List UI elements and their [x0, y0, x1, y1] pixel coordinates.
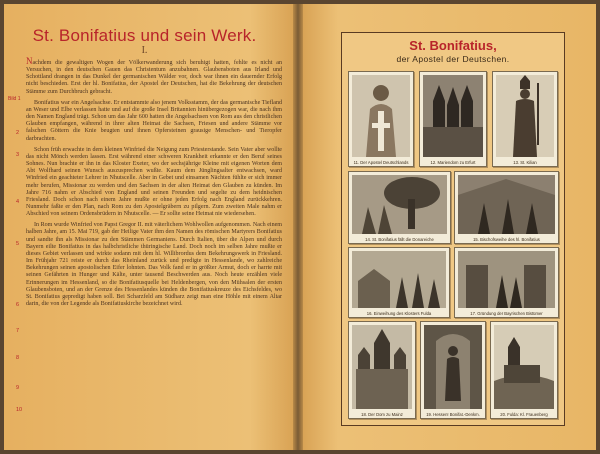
paragraph: Schon früh erwachte in dem kleinen Winfried die Neigung zum Priesterstande. Sein Vater aber wollte das nicht Mönch werden lassen. Erst während einer schweren Krankheit erkannte er den Beruf seines Sohnes. Nun brachte er ihn in das Kloster Exeter, wo der sechsjährige Kleine mit eigenen Worten dem Abt Wolfhard seinen Wunsch auszusprechen wußte. Kaum dem Jünglingsalter entwachsen, ward Winfried ein geachteter Lehrer in Nhutscelle. Aber in Gebet und einsamen Nächten fühlte er sich immer mehr berufen, Missionar zu werden und den Sachsen in der alten Heimat den Glauben zu künden. Im Jahre 716 nahm er Abschied von England und seinen Freunden und segelte zu dem heidnischen Friesland. Doch schon nach einem Jahre mußte er ohne jeden Erfolg nach England zurückkehren. Nunmehr faßte er den Plan, nach Rom zu den Apostelgräbern zu pilgern. Zum zweiten Male nahm er Abschied von seinem Ordensbrüdern in Nhutscelle. — Er sollte seine Heimat nie wiedersehen.	[26, 146, 282, 218]
stamp-st-kilian	[492, 71, 558, 167]
stamp-bonifatius-monument	[420, 321, 486, 419]
stamp-donar-oak	[348, 171, 451, 244]
line-number: 8	[16, 355, 20, 361]
line-number: 2	[16, 130, 20, 136]
stamp-caption: 12. Mariendom zu Erfurt	[430, 160, 476, 165]
monument-image	[424, 325, 482, 409]
stamp-caption: 16. Einweihung des Klosters Fulda	[366, 311, 432, 316]
monastery-scene-image	[352, 251, 446, 308]
line-number: 3	[16, 152, 20, 158]
consecration-scene-image	[458, 175, 555, 234]
stamp-caption: 15. Bischofsweihe des hl. Bonifatius	[473, 237, 540, 242]
line-number: 6	[16, 302, 20, 308]
dioceses-scene-image	[458, 251, 555, 308]
book-gutter	[293, 4, 303, 450]
line-number: 4	[16, 199, 20, 205]
body-text	[26, 58, 282, 312]
saint-portrait-image	[352, 75, 410, 157]
stamp-frauenberg	[490, 321, 558, 419]
stamp-bishop-consecration	[454, 171, 559, 244]
album-subtitle: der Apostel der Deutschen.	[396, 54, 510, 64]
frauenberg-church-image	[494, 325, 554, 409]
stamp-caption: 11. Der Apostel Deutschlands	[353, 160, 409, 165]
stamp-caption: 17. Gründung der Bayrischen Bistümer	[470, 311, 543, 316]
paragraph: Nachdem die gewaltigen Wogen der Völkerwanderung sich beruhigt hatten, fehlte es nicht an Versuchen, in den deutschen Gauen das Christentum anzubahnen. Glaubensboten aus Irland und Schottland drangen in das Dunkel der germanischen Wälder vor, doch war ihnen ein dauernder Erfolg nicht beschieden. Erst der hl. Bonifatius, der Apostel der Deutschen, hat die Bekehrung der deutschen Stämme zum Durchbruch gebracht.	[26, 56, 282, 95]
chapter-number: I.	[141, 45, 148, 56]
line-number: 10	[16, 407, 23, 413]
stamp-fulda-monastery	[348, 247, 450, 318]
figure-reference: Bild 1	[8, 96, 21, 102]
stamp-caption: 20. Fulda: Kl. Frauenberg	[500, 412, 548, 417]
album-title: St. Bonifatius,	[409, 38, 497, 53]
bishop-statue-image	[496, 75, 554, 157]
stamp-erfurt-cathedral	[419, 71, 487, 167]
stamp-caption: 18. Der Dom zu Mainz	[361, 412, 403, 417]
page-title: St. Bonifatius und sein Werk.	[32, 26, 257, 45]
stamp-caption: 19. Hessen! Bonifat.-Denkm.	[426, 412, 480, 417]
cathedral-image	[423, 75, 483, 157]
stamp-caption: 13. St. Kilian	[513, 160, 537, 165]
line-number: 5	[16, 241, 20, 247]
line-number: 9	[16, 385, 20, 391]
paragraph: In Rom wurde Winfried von Papst Gregor II. mit väterlichem Wohlwollen aufgenommen. Nach einem halben Jahre, am 15. Mai 719, gab der Heilige Vater ihm den Namen des römischen Martyrers Bonifatius und sandte ihn als Missionar zu den Stämmen Germaniens. Durch Italien, über die Alpen und durch Bayern eilte Bonifatius in das halbchristliche thüringische Land. Doch noch im selben Jahre mußte er dieses Gebiet verlassen und wirkte sodann mit dem hl. Willibrordus dem Bekehrungswerk in Friesland. Im Frühjahr 721 reiste er durch das Rheinland zurück und predigte in Hessenlande, wo zahlreiche Bekehrungen seinen apostolischen Eifer lohnten. Das Volk fand er in größter Armut, doch er harrte mit seinen Gefährten in Hunger und Kälte, unter tausend Beschwerden aus. Noch heute erzählen viele Erinnerungen im Hessenland, so die Bonifatiusquelle bei Heldenbergen, von den Mühsalen der ersten Glaubensboten, und an der Grenze des Hessenlandes künden die Bonifatiuskreuze des Eichsfeldes, wo St. Bonifatius gepredigt haben soll. Bei Scharzfeld am Südharz zeigt man eine Höhle mit einem Altar darin, die von der Legende als Bonifatiuskirche bezeichnet wird.	[26, 222, 282, 307]
donar-oak-scene-image	[352, 175, 447, 234]
stamp-caption: 14. St. Bonifatius fällt die Donareiche	[365, 237, 434, 242]
stamp-album-panel	[341, 32, 565, 426]
stamp-bavarian-dioceses	[454, 247, 559, 318]
line-number: 7	[16, 328, 20, 334]
stamp-apostle-portrait	[348, 71, 414, 167]
mainz-cathedral-image	[352, 325, 412, 409]
stamp-mainz-cathedral	[348, 321, 416, 419]
paragraph: Bonifatius war ein Angelsachse. Er entstammte also jenem Volksstamm, der das germanische Tiefland an Weser und Elbe verlassen hatte und auf die große Insel Britannien hinübergezogen war, die nach ihm den Namen England trägt. Schon um das Jahr 600 hatten die Angelsachsen von Rom aus den christlichen Glauben empfangen, während in ihrer alten Heimat die Sachsen, Friesen und andere Stämme vor falschen Göttern die Knie beugten und ihnen Opfersteinen grausige Menschen- und Tieropfer darbrachten.	[26, 99, 282, 142]
